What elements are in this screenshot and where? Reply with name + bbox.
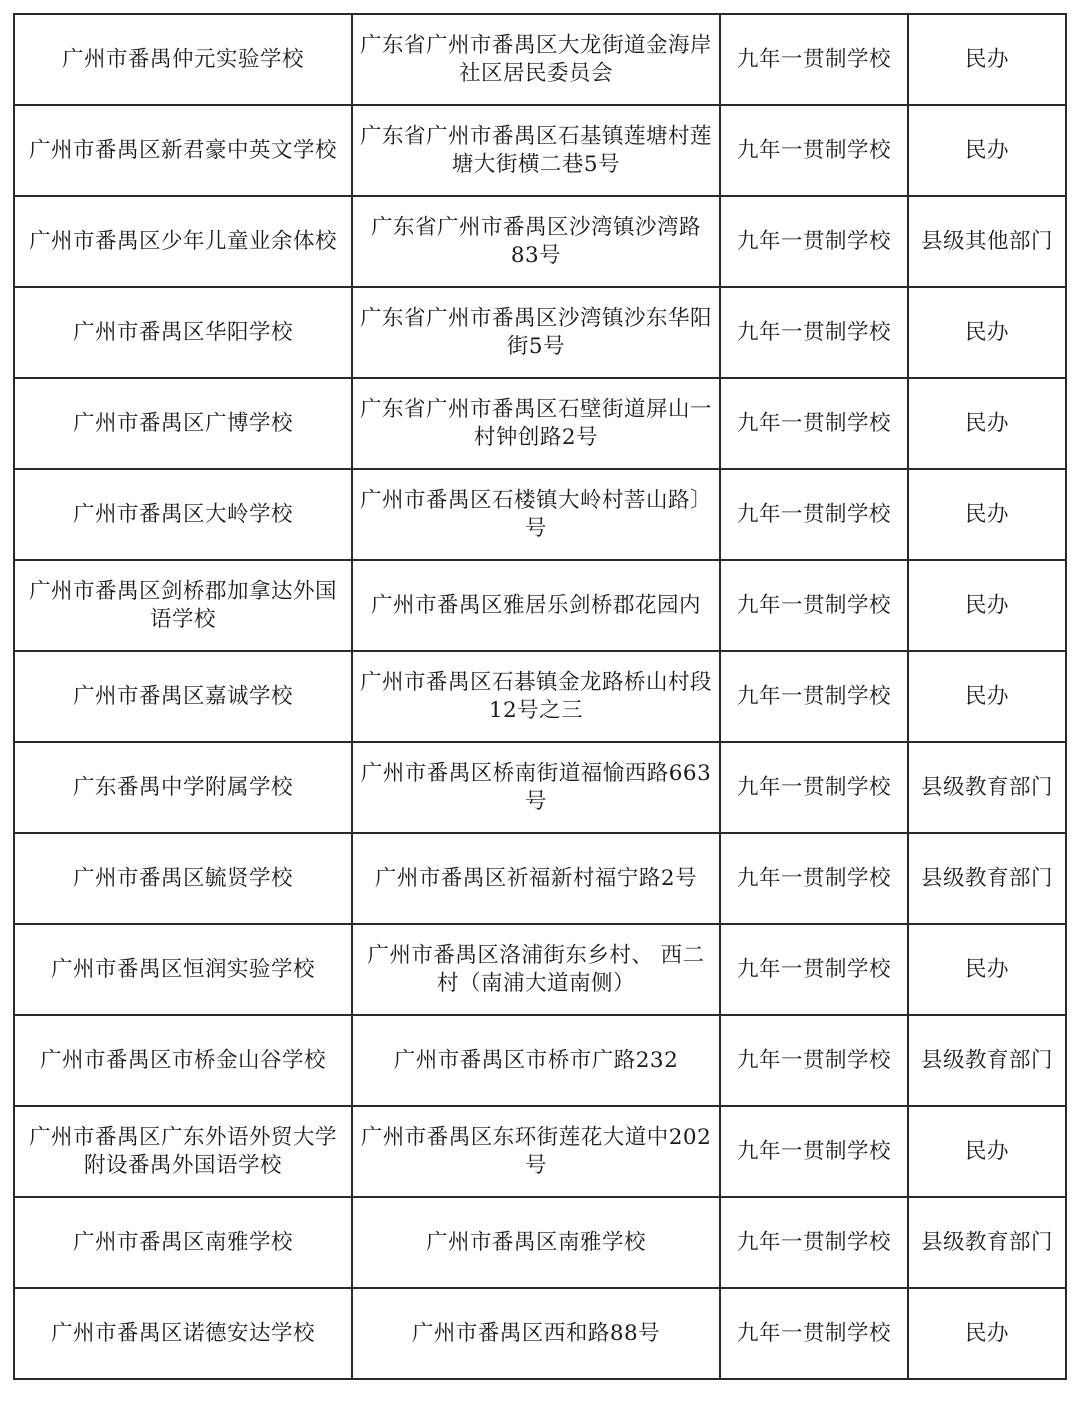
school-type-cell: 九年一贯制学校 <box>720 924 908 1015</box>
table-row <box>14 1106 1066 1197</box>
table-row <box>14 378 1066 469</box>
school-name-cell: 广州市番禺区剑桥郡加拿达外国语学校 <box>14 560 352 651</box>
school-address-cell: 广州市番禺区石楼镇大岭村菩山路〕号 <box>352 469 720 560</box>
school-type-cell: 九年一贯制学校 <box>720 1288 908 1379</box>
school-address-cell: 广州市番禺区市桥市广路232 <box>352 1015 720 1106</box>
school-name-cell: 广州市番禺区广博学校 <box>14 378 352 469</box>
school-address-cell: 广州市番禺区雅居乐剑桥郡花园内 <box>352 560 720 651</box>
table-row <box>14 924 1066 1015</box>
school-table-page <box>13 13 1067 1380</box>
school-name-cell: 广州市番禺区嘉诚学校 <box>14 651 352 742</box>
school-name-cell: 广州市番禺区华阳学校 <box>14 287 352 378</box>
school-name-cell: 广东番禺中学附属学校 <box>14 742 352 833</box>
school-type-cell: 九年一贯制学校 <box>720 833 908 924</box>
school-address-cell: 广州市番禺区西和路88号 <box>352 1288 720 1379</box>
school-sponsor-cell: 民办 <box>908 1106 1066 1197</box>
school-address-cell: 广州市番禺区桥南街道福愉西路663号 <box>352 742 720 833</box>
school-address-cell: 广东省广州市番禺区大龙街道金海岸社区居民委员会 <box>352 14 720 105</box>
school-sponsor-cell: 民办 <box>908 560 1066 651</box>
school-type-cell: 九年一贯制学校 <box>720 651 908 742</box>
table-row <box>14 1197 1066 1288</box>
school-table-body <box>14 14 1066 1379</box>
table-row <box>14 105 1066 196</box>
table-row <box>14 833 1066 924</box>
school-address-cell: 广东省广州市番禺区石壁街道屏山一村钟创路2号 <box>352 378 720 469</box>
school-type-cell: 九年一贯制学校 <box>720 1197 908 1288</box>
school-address-cell: 广东省广州市番禺区沙湾镇沙湾路83号 <box>352 196 720 287</box>
school-name-cell: 广州市番禺区少年儿童业余体校 <box>14 196 352 287</box>
school-sponsor-cell: 民办 <box>908 105 1066 196</box>
school-type-cell: 九年一贯制学校 <box>720 105 908 196</box>
table-row <box>14 469 1066 560</box>
table-row <box>14 1015 1066 1106</box>
school-sponsor-cell: 县级教育部门 <box>908 1015 1066 1106</box>
school-address-cell: 广州市番禺区南雅学校 <box>352 1197 720 1288</box>
school-name-cell: 广州市番禺区毓贤学校 <box>14 833 352 924</box>
school-name-cell: 广州市番禺区诺德安达学校 <box>14 1288 352 1379</box>
school-name-cell: 广州市番禺区南雅学校 <box>14 1197 352 1288</box>
table-row <box>14 560 1066 651</box>
table-row <box>14 1288 1066 1379</box>
school-sponsor-cell: 民办 <box>908 378 1066 469</box>
table-row <box>14 742 1066 833</box>
school-sponsor-cell: 民办 <box>908 924 1066 1015</box>
table-row <box>14 14 1066 105</box>
school-address-cell: 广州市番禺区东环街莲花大道中202号 <box>352 1106 720 1197</box>
school-address-cell: 广州市番禺区洛浦街东乡村、 西二村（南浦大道南侧） <box>352 924 720 1015</box>
school-sponsor-cell: 县级教育部门 <box>908 742 1066 833</box>
school-type-cell: 九年一贯制学校 <box>720 287 908 378</box>
school-name-cell: 广州市番禺区大岭学校 <box>14 469 352 560</box>
school-address-cell: 广州市番禺区石碁镇金龙路桥山村段12号之三 <box>352 651 720 742</box>
school-sponsor-cell: 民办 <box>908 287 1066 378</box>
school-type-cell: 九年一贯制学校 <box>720 1106 908 1197</box>
school-type-cell: 九年一贯制学校 <box>720 14 908 105</box>
school-type-cell: 九年一贯制学校 <box>720 560 908 651</box>
school-type-cell: 九年一贯制学校 <box>720 196 908 287</box>
table-row <box>14 651 1066 742</box>
table-row <box>14 287 1066 378</box>
school-type-cell: 九年一贯制学校 <box>720 469 908 560</box>
school-name-cell: 广州市番禺区广东外语外贸大学附设番禺外国语学校 <box>14 1106 352 1197</box>
school-sponsor-cell: 民办 <box>908 651 1066 742</box>
school-sponsor-cell: 民办 <box>908 14 1066 105</box>
school-address-cell: 广东省广州市番禺区沙湾镇沙东华阳街5号 <box>352 287 720 378</box>
school-type-cell: 九年一贯制学校 <box>720 1015 908 1106</box>
school-table <box>13 13 1067 1380</box>
school-sponsor-cell: 民办 <box>908 1288 1066 1379</box>
school-name-cell: 广州市番禺区恒润实验学校 <box>14 924 352 1015</box>
school-name-cell: 广州市番禺区新君豪中英文学校 <box>14 105 352 196</box>
school-sponsor-cell: 县级教育部门 <box>908 1197 1066 1288</box>
school-type-cell: 九年一贯制学校 <box>720 742 908 833</box>
school-name-cell: 广州市番禺区市桥金山谷学校 <box>14 1015 352 1106</box>
table-row <box>14 196 1066 287</box>
school-address-cell: 广州市番禺区祈福新村福宁路2号 <box>352 833 720 924</box>
school-sponsor-cell: 县级教育部门 <box>908 833 1066 924</box>
school-address-cell: 广东省广州市番禺区石基镇莲塘村莲塘大街横二巷5号 <box>352 105 720 196</box>
school-sponsor-cell: 县级其他部门 <box>908 196 1066 287</box>
school-sponsor-cell: 民办 <box>908 469 1066 560</box>
school-name-cell: 广州市番禺仲元实验学校 <box>14 14 352 105</box>
school-type-cell: 九年一贯制学校 <box>720 378 908 469</box>
